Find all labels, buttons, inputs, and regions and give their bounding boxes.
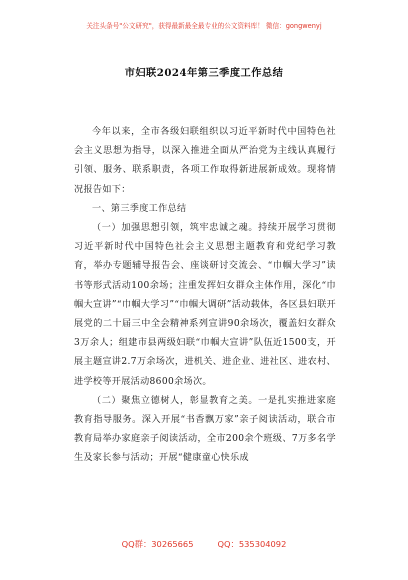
paragraph-ideological-guidance: （一）加强思想引领，筑牢忠诚之魂。持续开展学习贯彻习近平新时代中国特色社会主义思想主题教育和党纪学习教育，举办专题辅导报告会、座谈研讨交流会、“巾帼大学习”读书等形式活动100余场；注重发挥妇女群众主体作用，深化“巾帼大宣讲”“巾帼大学习”“巾帼大调研”活动载体，各区县妇联开展党的二十届三中全会精神系列宣讲90余场次，覆盖妇女群众3万余人；组建市县两级妇联“巾帼大宣讲”队伍近1500支，开展主题宣讲2.7万余场次，进机关、进企业、进社区、进农村、进学校等开展活动8600余场次。 [74,223,336,387]
promo-banner: 关注头条号"公文研究"，获得最新最全最专业的公文资料库！ 微信：gongwenyj [86,22,322,30]
footer-contact [0,538,408,550]
document-body [74,123,336,469]
document-title: 市妇联2024年第三季度工作总结 [124,67,284,79]
qq-group-number: QQ群：30265665 [121,539,194,549]
intro-paragraph: 今年以来，全市各级妇联组织以习近平新时代中国特色社会主义思想为指导，以深入推进全面从严治党为主线认真履行引领、服务、联系职责，各项工作取得新进展新成效。现将情况报告如下： [74,127,336,195]
qq-number: QQ：535304092 [217,539,287,549]
paragraph-moral-education: （二）聚焦立德树人，彰显教育之美。一是扎实推进家庭教育指导服务。深入开展“书香飘万家”亲子阅读活动，联合市教育局举办家庭亲子阅读活动，全市200余个班级、7万多名学生及家长参与活动；开展“健康童心快乐成 [74,395,336,464]
section-heading: 一、第三季度工作总结 [92,203,187,214]
